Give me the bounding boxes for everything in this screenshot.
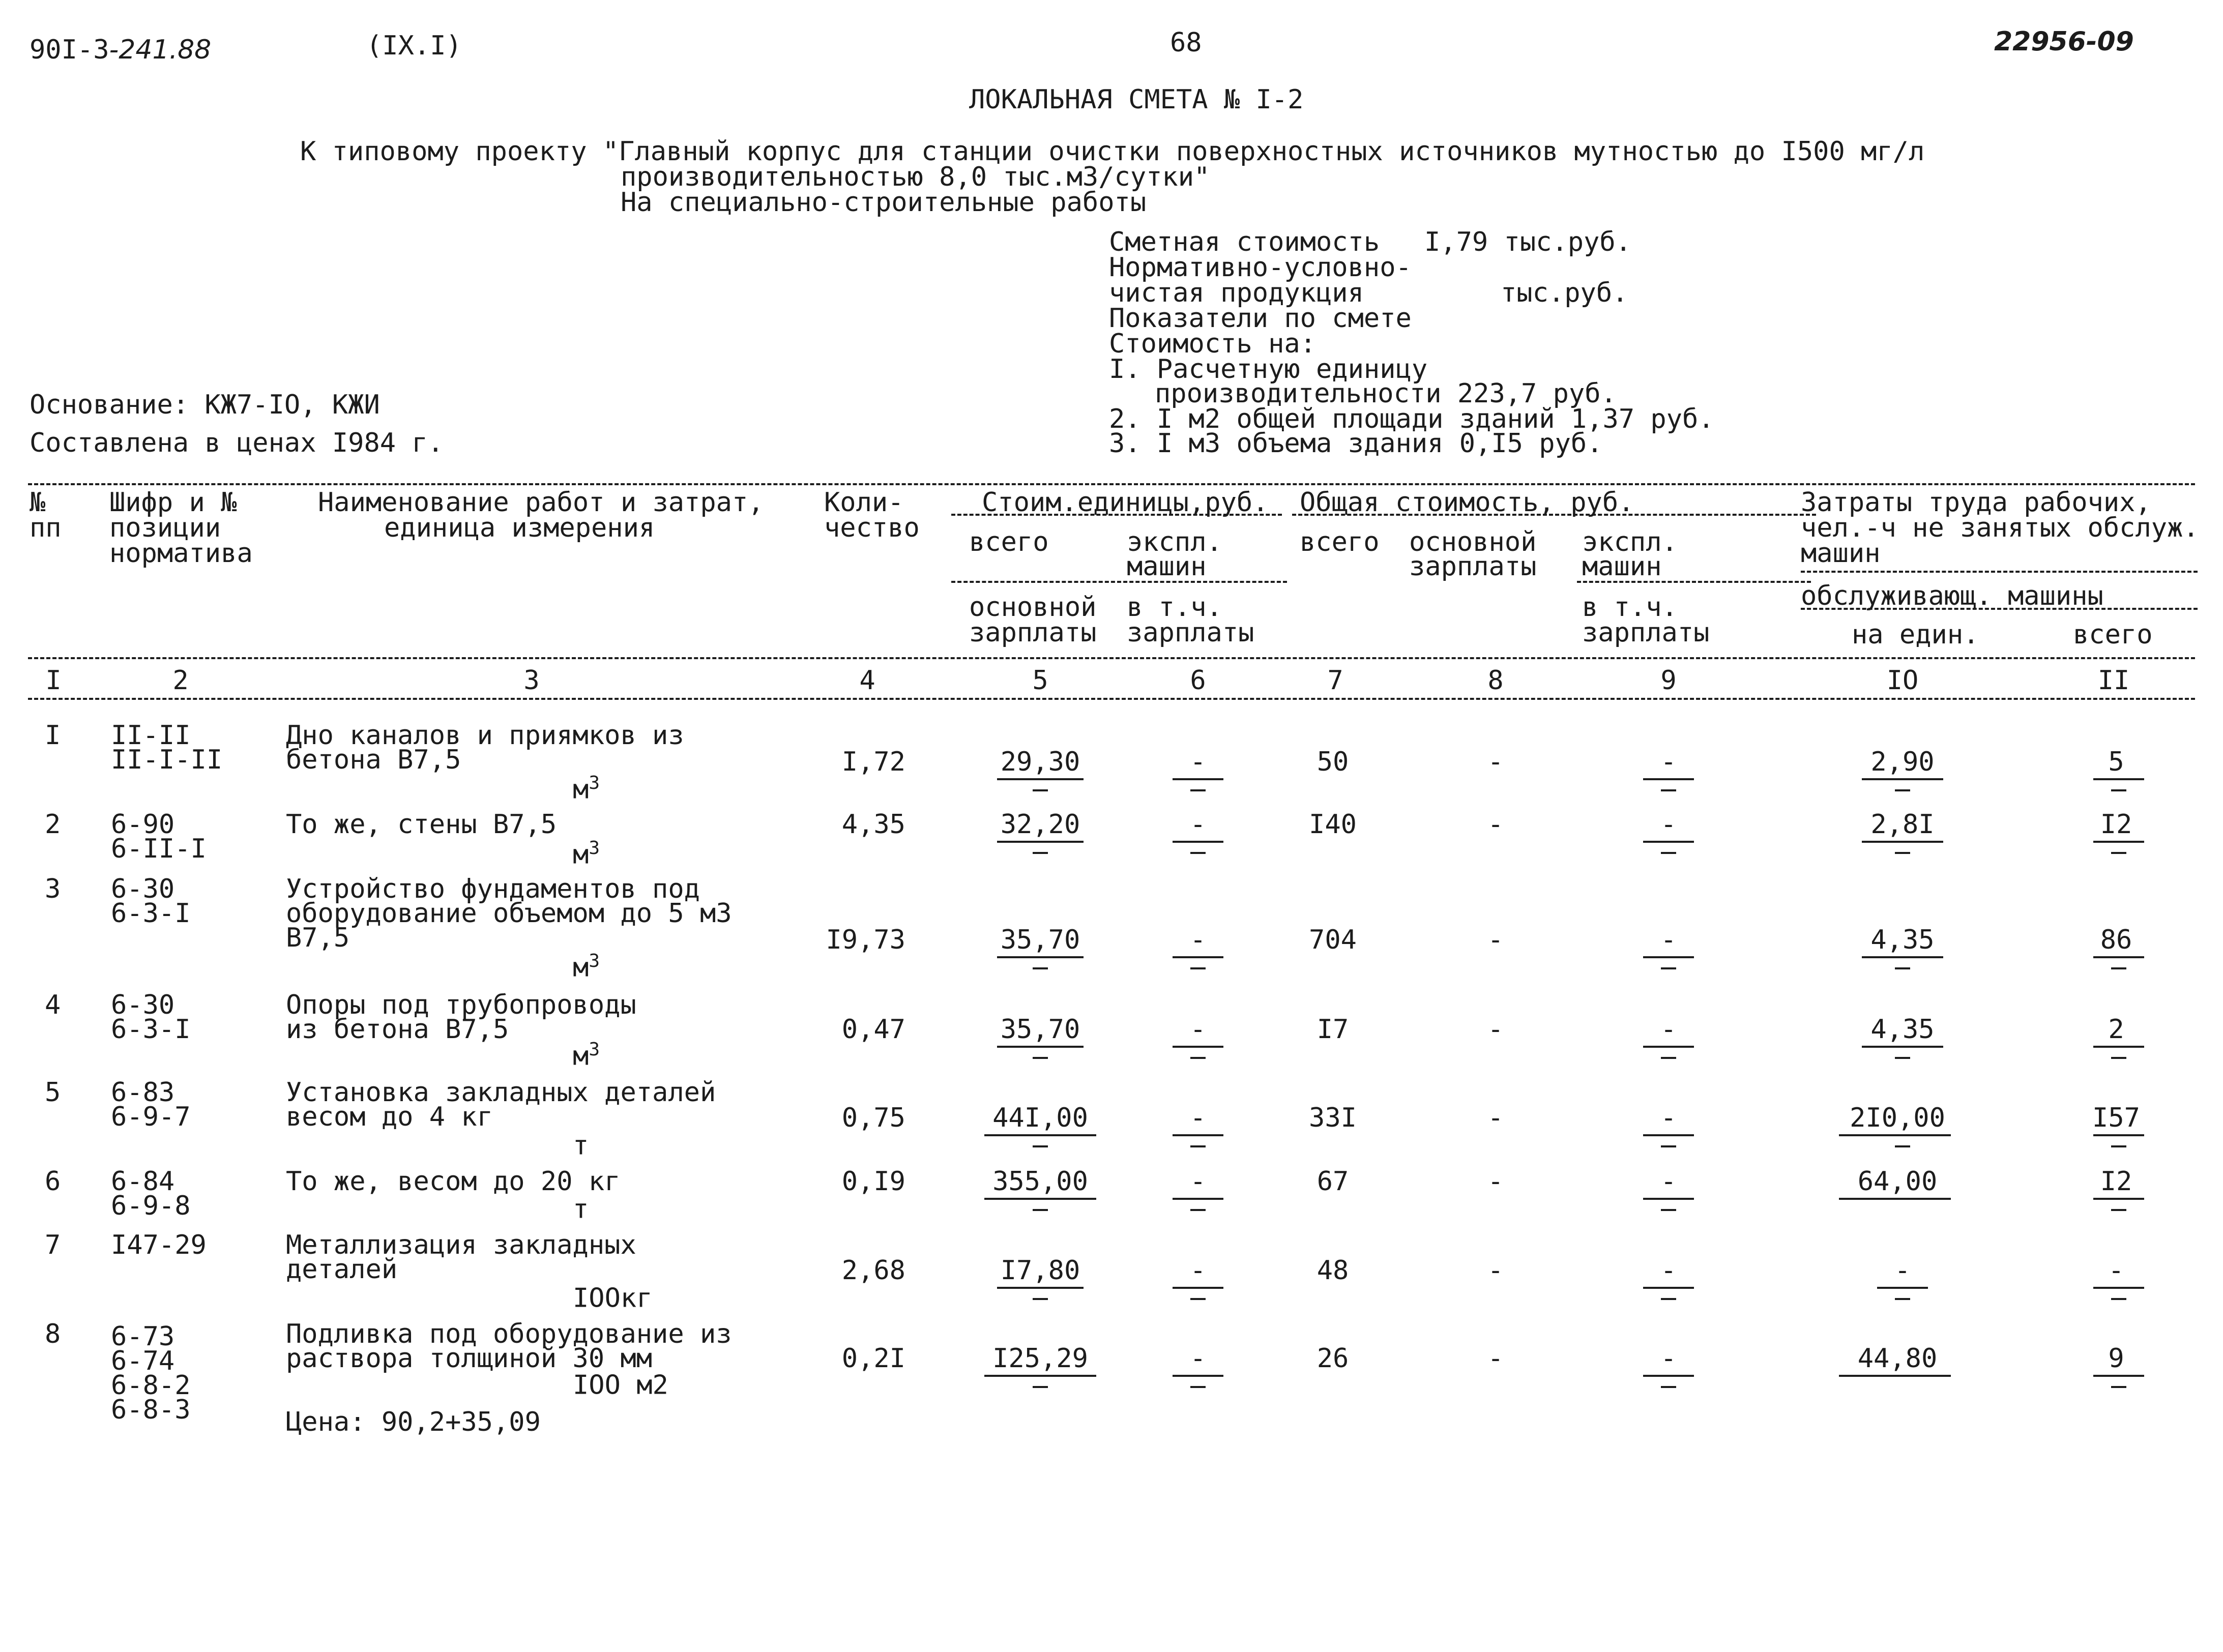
project-line-1: К типовому проекту "Главный корпус для станции очистки поверхностных источников мутностью до I500 мг/л [300, 136, 1925, 167]
row-4-labor-unit: 4,35 [1870, 1014, 1935, 1045]
row-6-labor-unit-underline [1839, 1198, 1951, 1200]
header-unit-salary-a: основной [969, 592, 1097, 623]
row-5-number: 5 [45, 1077, 61, 1108]
row-4-name: из бетона В7,5 [286, 1014, 509, 1045]
row-7-labor-total-underline [2093, 1287, 2144, 1289]
row-8-salary-stub [1033, 1386, 1048, 1388]
row-7-machines-stub [1190, 1298, 1206, 1300]
row-1-total-machines: - [1660, 747, 1677, 777]
row-2-labor-unit: 2,8I [1870, 809, 1935, 840]
cost-label: Сметная стоимость [1109, 227, 1380, 257]
row-3-labor-total-underline [2093, 956, 2144, 958]
col-number-11: II [2097, 665, 2130, 696]
row-6-total-machines-stub [1661, 1209, 1676, 1211]
row-2-total-machines-stub [1661, 852, 1676, 854]
row-5-unit-cost: 44I,00 [992, 1103, 1088, 1133]
cost-value: I,79 тыс.руб. [1424, 227, 1631, 257]
row-8-salary: - [1487, 1343, 1504, 1374]
row-4-labor-total-stub [2111, 1057, 2126, 1059]
row-6-machines-stub [1190, 1209, 1206, 1211]
header-num-b: пп [30, 513, 62, 543]
indicator-2: 2. I м2 общей площади зданий 1,37 руб. [1109, 404, 1714, 434]
row-2-labor-unit-underline [1862, 841, 1943, 843]
header-qty-a: Коли- [824, 487, 904, 518]
row-2-unit-cost: 32,20 [1000, 809, 1080, 840]
normative-label-2: чистая продукция [1109, 278, 1364, 308]
row-7-total: 48 [1317, 1255, 1349, 1286]
row-1-salary: - [1487, 747, 1504, 777]
col-number-3: 3 [523, 665, 540, 696]
row-3-name: Устройство фундаментов под [286, 874, 700, 904]
row-5-code: 6-83 [111, 1077, 175, 1108]
document-code: 90I-3-241.88 [30, 35, 212, 65]
row-4-total-machines-stub [1661, 1057, 1676, 1059]
row-7-qty: 2,68 [841, 1255, 905, 1286]
row-5-total: 33I [1309, 1103, 1357, 1133]
row-2-labor-total-underline [2093, 841, 2144, 843]
row-6-salary-stub [1033, 1209, 1048, 1211]
row-1-qty: I,72 [841, 747, 905, 777]
row-8-unit-cost: I25,29 [992, 1343, 1088, 1374]
row-5-labor-total: I57 [2092, 1103, 2140, 1133]
row-8-total-machines: - [1660, 1343, 1677, 1374]
row-3-unit: $м^3$ [573, 951, 600, 983]
header-num-a: № [30, 487, 46, 518]
row-7-labor-total: - [2108, 1255, 2124, 1286]
row-2-code: 6-90 [111, 809, 175, 840]
row-1-labor-unit-underline [1862, 778, 1943, 780]
row-5-machines-underline [1173, 1134, 1223, 1136]
row-6-labor-total-stub [2111, 1209, 2126, 1211]
row-3-code: 6-30 [111, 874, 175, 904]
row-6-name: То же, весом до 20 кг [286, 1166, 621, 1197]
row-8-name: Подливка под оборудование из [286, 1319, 732, 1349]
col-number-5: 5 [1032, 665, 1048, 696]
row-4-name: Опоры под трубопроводы [286, 990, 636, 1020]
indicator-3: 3. I м3 объема здания 0,I5 руб. [1109, 428, 1603, 459]
row-1-machines-underline [1173, 778, 1223, 780]
row-1-name: Дно каналов и приямков из [286, 720, 684, 751]
header-unit-incl-a: в т.ч. [1127, 592, 1222, 623]
row-7-labor-unit-stub [1895, 1298, 1910, 1300]
row-2-salary-stub [1033, 852, 1048, 854]
row-2-labor-total: I2 [2100, 809, 2132, 840]
row-1-labor-total-underline [2093, 778, 2144, 780]
row-6-code: 6-9-8 [111, 1191, 191, 1221]
col-number-9: 9 [1660, 665, 1677, 696]
row-8-number: 8 [45, 1319, 61, 1349]
row-6-code: 6-84 [111, 1166, 175, 1197]
row-3-total-machines-underline [1643, 956, 1694, 958]
header-unit-all: всего [969, 527, 1049, 557]
row-7-total-machines-underline [1643, 1287, 1694, 1289]
row-6-total-machines-underline [1643, 1198, 1694, 1200]
row-3-labor-unit-stub [1895, 967, 1910, 969]
row-8-price-note: Цена: 90,2+35,09 [286, 1407, 541, 1437]
row-2-total-machines-underline [1643, 841, 1694, 843]
header-unit-incl-b: зарплаты [1127, 617, 1254, 648]
row-1-labor-unit-stub [1895, 789, 1910, 791]
row-1-labor-unit: 2,90 [1870, 747, 1935, 777]
row-8-total: 26 [1317, 1343, 1349, 1374]
header-total-all: всего [1300, 527, 1380, 557]
row-6-number: 6 [45, 1166, 61, 1197]
row-1-code: II-II [111, 720, 191, 751]
col-number-2: 2 [172, 665, 189, 696]
row-7-number: 7 [45, 1230, 61, 1260]
row-3-qty: I9,73 [826, 925, 905, 955]
row-8-unit-cost-underline [984, 1375, 1096, 1377]
header-labor-a: Затраты труда рабочих, [1801, 487, 2151, 518]
row-2-labor-total-stub [2111, 852, 2126, 854]
row-8-code: 6-8-2 [111, 1370, 191, 1401]
normative-unit: тыс.руб. [1501, 278, 1628, 308]
row-5-salary: - [1487, 1103, 1504, 1133]
row-3-labor-unit-underline [1862, 956, 1943, 958]
row-4-qty: 0,47 [841, 1014, 905, 1045]
row-7-name: деталей [286, 1254, 398, 1285]
row-7-total-machines-stub [1661, 1298, 1676, 1300]
row-8-labor-total-stub [2111, 1386, 2126, 1388]
row-6-machines-underline [1173, 1198, 1223, 1200]
table-top-rule [28, 483, 2195, 485]
row-3-number: 3 [45, 874, 61, 904]
row-7-salary-stub [1033, 1298, 1048, 1300]
row-4-unit-cost: 35,70 [1000, 1014, 1080, 1045]
row-5-total-machines-stub [1661, 1145, 1676, 1147]
row-2-name: То же, стены В7,5 [286, 809, 557, 840]
header-serving: обслуживающ. машины [1801, 581, 2103, 611]
row-3-machines: - [1190, 925, 1206, 955]
row-5-total-machines-underline [1643, 1134, 1694, 1136]
row-5-qty: 0,75 [841, 1103, 905, 1133]
row-1-unit: $м^3$ [573, 773, 600, 805]
row-6-total-machines: - [1660, 1166, 1677, 1197]
header-name-a: Наименование работ и затрат, [318, 487, 764, 518]
row-1-machines: - [1190, 747, 1206, 777]
row-2-number: 2 [45, 809, 61, 840]
row-1-unit-cost-underline [997, 778, 1084, 780]
row-4-labor-total-underline [2093, 1046, 2144, 1048]
col-number-6: 6 [1190, 665, 1206, 696]
row-3-total-machines: - [1660, 925, 1677, 955]
row-3-labor-unit: 4,35 [1870, 925, 1935, 955]
row-7-machines-underline [1173, 1287, 1223, 1289]
row-1-number: I [45, 720, 61, 751]
indicator-1a: I. Расчетную единицу [1109, 354, 1428, 385]
header-labor-total: всего [2073, 620, 2153, 650]
basis: Основание: КЖ7-IO, КЖИ [30, 390, 380, 420]
row-1-code: II-I-II [111, 745, 223, 775]
col-number-7: 7 [1327, 665, 1343, 696]
row-4-labor-unit-underline [1862, 1046, 1943, 1048]
header-total-incl-b: зарплаты [1582, 617, 1710, 648]
row-4-labor-total: 2 [2108, 1014, 2124, 1045]
row-3-labor-total: 86 [2100, 925, 2132, 955]
row-3-labor-total-stub [2111, 967, 2126, 969]
header-bottom-rule [28, 657, 2195, 659]
row-7-labor-total-stub [2111, 1298, 2126, 1300]
row-7-labor-unit: - [1894, 1255, 1911, 1286]
row-2-machines: - [1190, 809, 1206, 840]
row-5-name: весом до 4 кг [286, 1102, 493, 1132]
indicators-label: Показатели по смете [1109, 303, 1412, 334]
col-number-1: I [45, 665, 62, 696]
row-5-labor-unit: 2I0,00 [1850, 1103, 1945, 1133]
cost-on-label: Стоимость на: [1109, 329, 1316, 359]
row-8-unit: IOO м2 [573, 1370, 668, 1401]
header-total-salary-b: зарплаты [1409, 551, 1537, 582]
row-2-machines-stub [1190, 852, 1206, 854]
row-8-qty: 0,2I [841, 1343, 905, 1374]
row-5-labor-total-underline [2093, 1134, 2144, 1136]
row-7-total-machines: - [1660, 1255, 1677, 1286]
row-8-labor-unit-underline [1839, 1375, 1951, 1377]
unit-cost-sub-rule [951, 581, 1287, 583]
header-per-unit: на един. [1852, 620, 1979, 650]
row-6-labor-total-underline [2093, 1198, 2144, 1200]
row-6-unit-cost-underline [984, 1198, 1096, 1200]
row-6-machines: - [1190, 1166, 1206, 1197]
row-3-salary-stub [1033, 967, 1048, 969]
row-5-unit-cost-underline [984, 1134, 1096, 1136]
project-line-3: На специально-строительные работы [621, 187, 1147, 218]
header-code-a: Шифр и № [109, 487, 237, 518]
row-3-unit-cost: 35,70 [1000, 925, 1080, 955]
row-7-name: Металлизация закладных [286, 1230, 636, 1260]
row-2-salary: - [1487, 809, 1504, 840]
row-7-salary: - [1487, 1255, 1504, 1286]
row-7-labor-unit-underline [1877, 1287, 1928, 1289]
labor-sub-rule-1 [1801, 571, 2198, 573]
page-number: 68 [1170, 27, 1202, 58]
row-8-name: раствора толщиной 30 мм [286, 1343, 653, 1374]
row-5-labor-unit-underline [1839, 1134, 1951, 1136]
row-4-code: 6-3-I [111, 1014, 191, 1045]
row-6-unit-cost: 355,00 [992, 1166, 1088, 1197]
row-8-code: 6-74 [111, 1346, 175, 1376]
row-1-total: 50 [1317, 747, 1349, 777]
row-1-name: бетона В7,5 [286, 745, 461, 775]
col-number-8: 8 [1487, 665, 1504, 696]
row-1-total-machines-underline [1643, 778, 1694, 780]
row-4-machines-stub [1190, 1057, 1206, 1059]
row-8-machines-underline [1173, 1375, 1223, 1377]
indicator-1b: производительности 223,7 руб. [1155, 378, 1617, 409]
row-5-name: Установка закладных деталей [286, 1077, 716, 1108]
row-2-labor-unit-stub [1895, 852, 1910, 854]
row-1-machines-stub [1190, 789, 1206, 791]
row-4-unit: $м^3$ [573, 1039, 600, 1072]
row-2-code: 6-II-I [111, 834, 207, 864]
row-8-code: 6-73 [111, 1321, 175, 1352]
header-code-c: норматива [109, 538, 253, 569]
row-8-total-machines-underline [1643, 1375, 1694, 1377]
row-8-labor-unit: 44,80 [1857, 1343, 1938, 1374]
header-total-cost: Общая стоимость, руб. [1300, 487, 1634, 518]
row-3-salary: - [1487, 925, 1504, 955]
row-3-total-machines-stub [1661, 967, 1676, 969]
row-4-code: 6-30 [111, 990, 175, 1020]
row-1-unit-cost: 29,30 [1000, 747, 1080, 777]
doc-number: 22956-09 [1994, 26, 2134, 57]
row-1-salary-stub [1033, 789, 1048, 791]
col-number-rule [28, 698, 2195, 700]
row-2-machines-underline [1173, 841, 1223, 843]
row-5-machines: - [1190, 1103, 1206, 1133]
row-4-total-machines-underline [1643, 1046, 1694, 1048]
row-8-total-machines-stub [1661, 1386, 1676, 1388]
row-6-labor-total: I2 [2100, 1166, 2132, 1197]
header-unit-machines-b: машин [1127, 551, 1207, 582]
row-8-labor-total-underline [2093, 1375, 2144, 1377]
row-1-total-machines-stub [1661, 789, 1676, 791]
header-unit-cost: Стоим.единицы,руб. [982, 487, 1269, 518]
row-3-machines-stub [1190, 967, 1206, 969]
row-2-unit-cost-underline [997, 841, 1084, 843]
row-6-labor-unit: 64,00 [1857, 1166, 1938, 1197]
row-3-unit-cost-underline [997, 956, 1084, 958]
row-5-labor-total-stub [2111, 1145, 2126, 1147]
row-4-unit-cost-underline [997, 1046, 1084, 1048]
row-8-machines: - [1190, 1343, 1206, 1374]
row-5-total-machines: - [1660, 1103, 1677, 1133]
header-unit-salary-b: зарплаты [969, 617, 1097, 648]
row-3-machines-underline [1173, 956, 1223, 958]
row-8-machines-stub [1190, 1386, 1206, 1388]
row-4-salary: - [1487, 1014, 1504, 1045]
row-3-name: В7,5 [286, 923, 350, 953]
row-6-qty: 0,I9 [841, 1166, 905, 1197]
col-number-4: 4 [859, 665, 875, 696]
row-7-unit-cost: I7,80 [1000, 1255, 1080, 1286]
page-title: ЛОКАЛЬНАЯ СМЕТА № I-2 [969, 84, 1304, 115]
row-3-code: 6-3-I [111, 898, 191, 929]
row-6-total: 67 [1317, 1166, 1349, 1197]
header-total-incl-a: в т.ч. [1582, 592, 1678, 623]
row-4-number: 4 [45, 990, 61, 1020]
project-line-2: производительностью 8,0 тыс.м3/сутки" [621, 162, 1210, 192]
row-2-total-machines: - [1660, 809, 1677, 840]
row-4-total: I7 [1317, 1014, 1349, 1045]
row-4-labor-unit-stub [1895, 1057, 1910, 1059]
row-4-total-machines: - [1660, 1014, 1677, 1045]
header-labor-b: чел.-ч не занятых обслуж. [1801, 513, 2199, 543]
row-2-unit: $м^3$ [573, 838, 600, 870]
header-code-b: позиции [109, 513, 221, 543]
row-1-labor-total-stub [2111, 789, 2126, 791]
header-qty-b: чество [824, 513, 920, 543]
row-5-machines-stub [1190, 1145, 1206, 1147]
row-4-salary-stub [1033, 1057, 1048, 1059]
row-5-labor-unit-stub [1895, 1145, 1910, 1147]
row-6-unit: т [573, 1194, 589, 1225]
row-7-unit-cost-underline [997, 1287, 1084, 1289]
row-6-salary: - [1487, 1166, 1504, 1197]
header-total-machines-a: экспл. [1582, 527, 1678, 557]
col-number-10: IO [1886, 665, 1919, 696]
prices-year: Составлена в ценах I984 г. [30, 428, 444, 458]
header-total-salary-a: основной [1409, 527, 1537, 557]
header-unit-machines-a: экспл. [1127, 527, 1222, 557]
normative-label-1: Нормативно-условно- [1109, 252, 1412, 283]
row-4-machines: - [1190, 1014, 1206, 1045]
row-4-machines-underline [1173, 1046, 1223, 1048]
header-name-b: единица измерения [384, 513, 655, 543]
header-total-machines-b: машин [1582, 551, 1662, 582]
row-7-code: I47-29 [111, 1230, 207, 1260]
header-labor-c: машин [1801, 538, 1881, 569]
row-8-labor-total: 9 [2108, 1343, 2124, 1374]
row-3-name: оборудование объемом до 5 м3 [286, 898, 732, 929]
row-2-total: I40 [1309, 809, 1357, 840]
album-number: (IX.I) [366, 31, 462, 61]
row-7-unit: IOOкг [573, 1283, 653, 1314]
row-3-total: 704 [1309, 925, 1357, 955]
row-2-qty: 4,35 [841, 809, 905, 840]
row-1-labor-total: 5 [2108, 747, 2124, 777]
row-5-unit: т [573, 1130, 589, 1161]
row-8-code: 6-8-3 [111, 1395, 191, 1425]
row-7-machines: - [1190, 1255, 1206, 1286]
row-5-salary-stub [1033, 1145, 1048, 1147]
row-5-code: 6-9-7 [111, 1102, 191, 1132]
